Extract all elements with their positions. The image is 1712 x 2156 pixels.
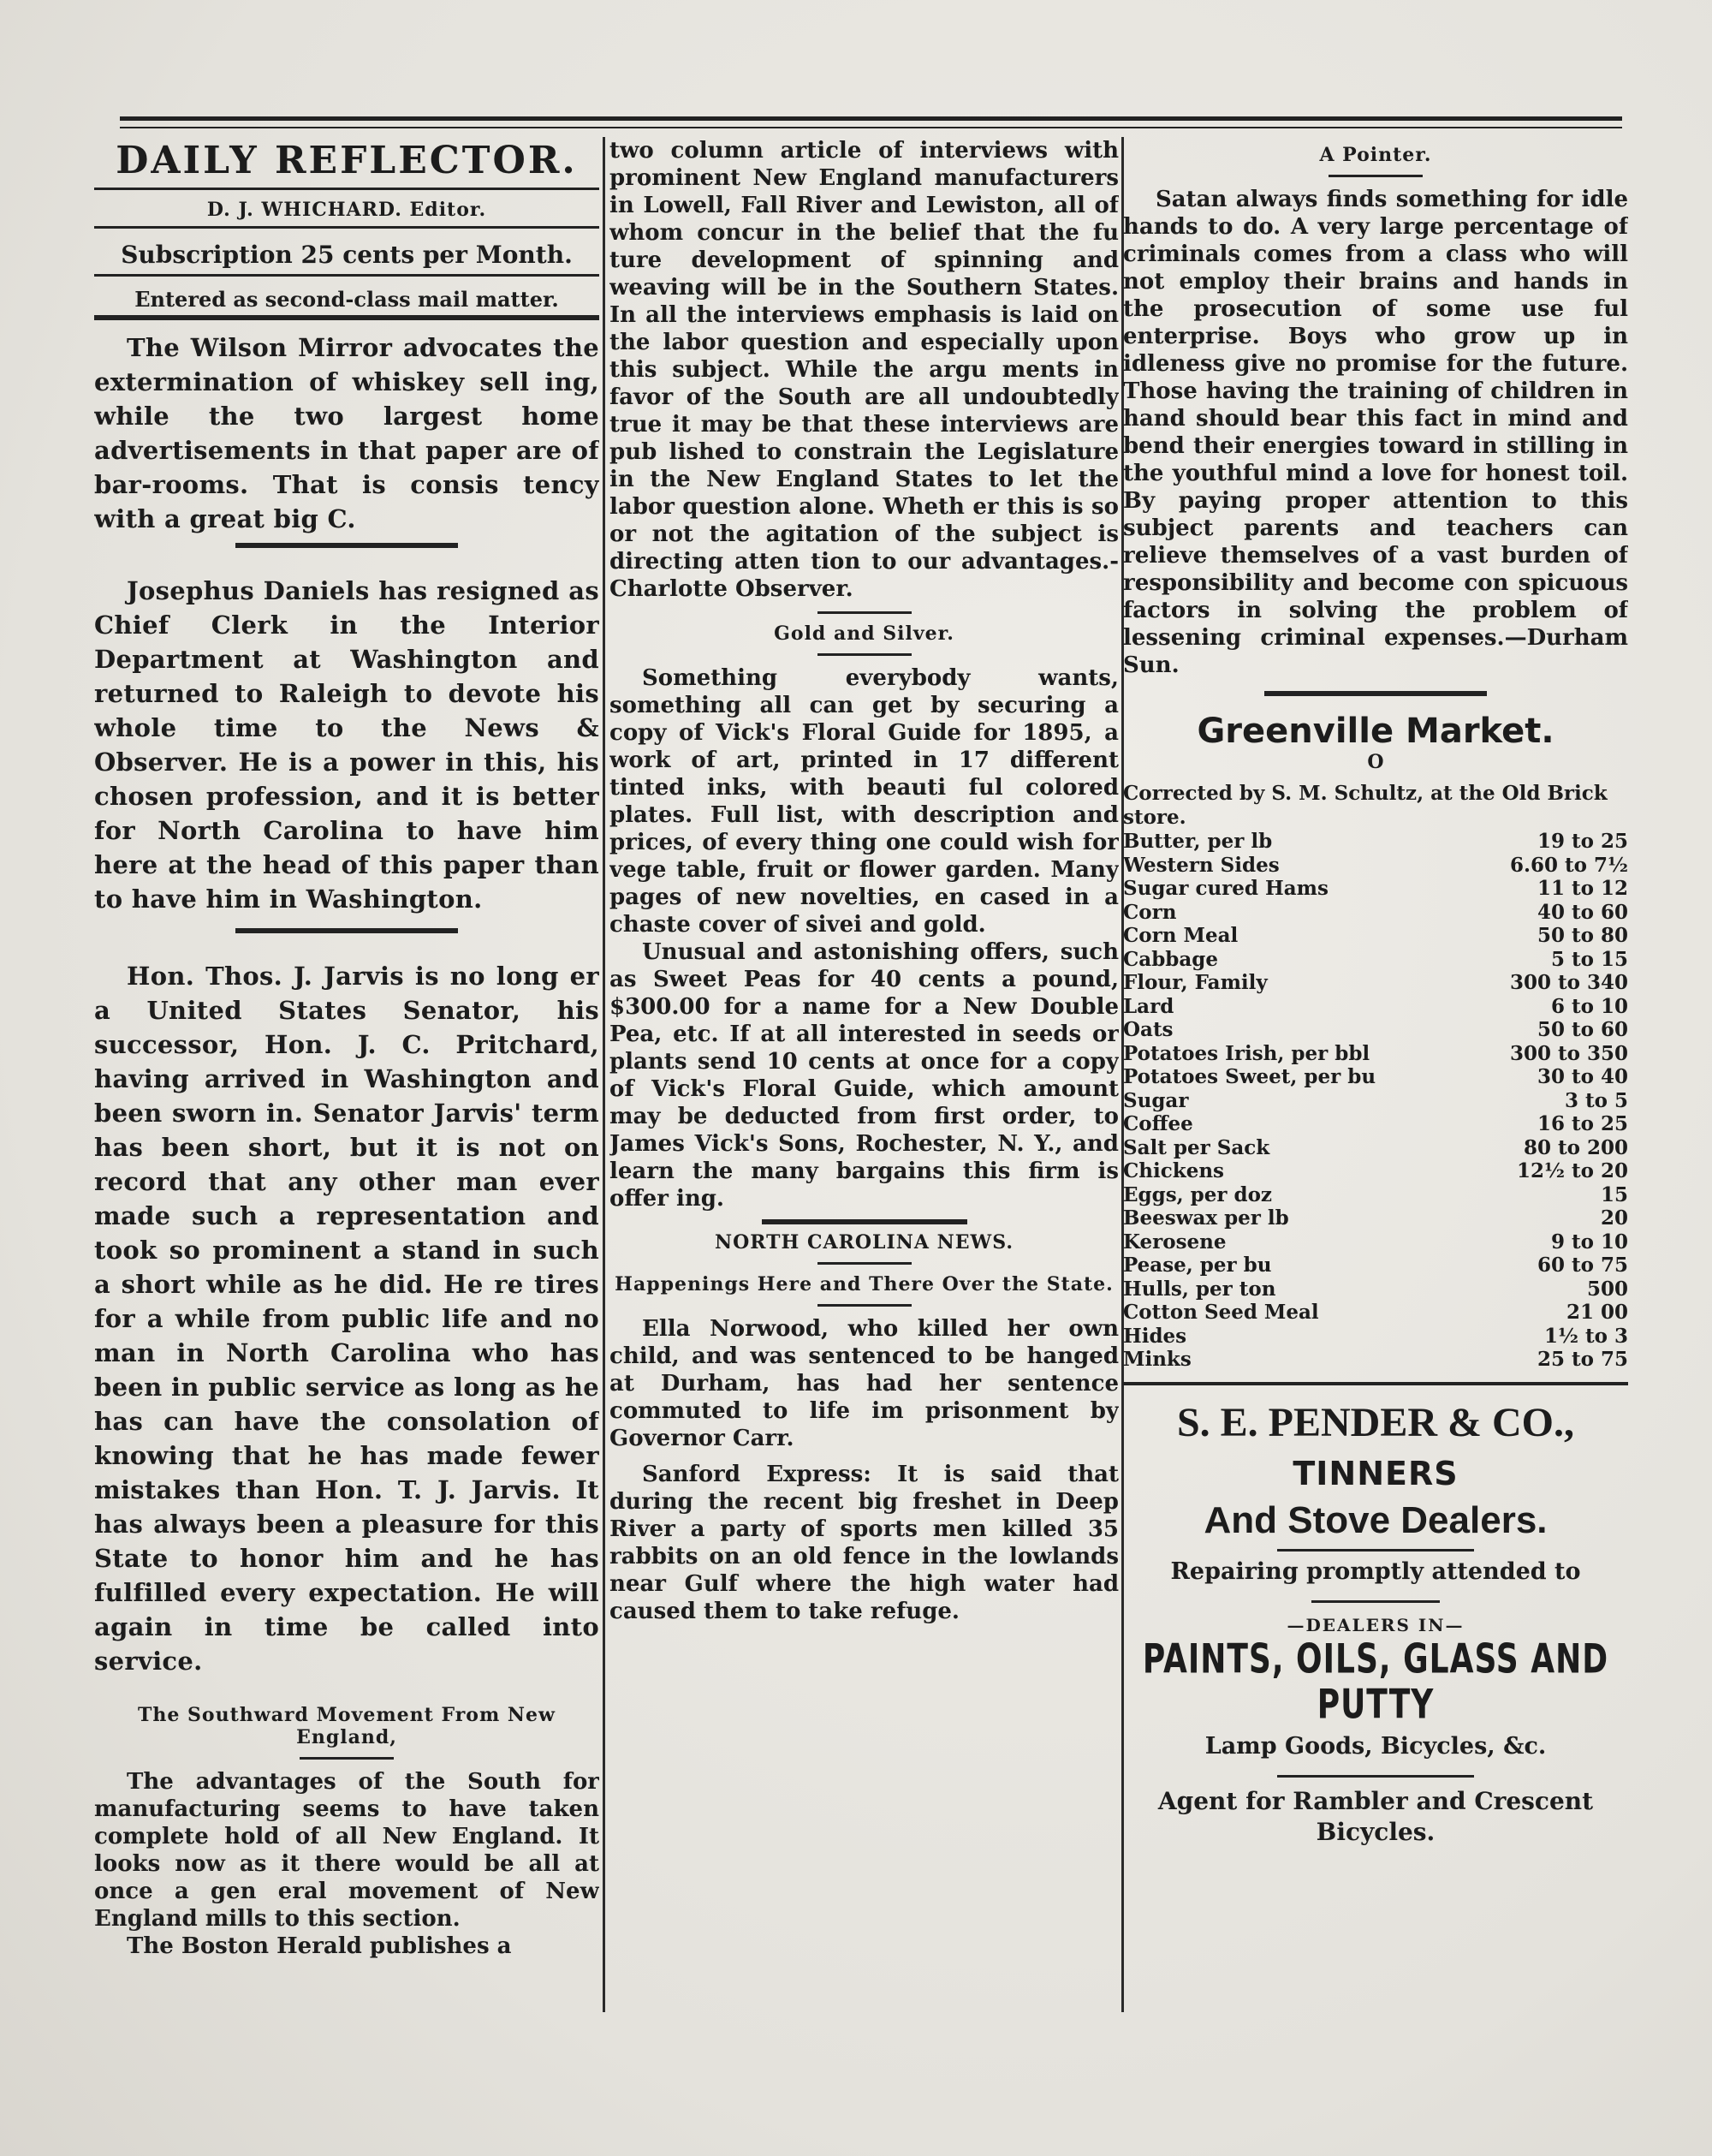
market-price: 19 to 25 xyxy=(1537,830,1628,853)
market-price: 500 xyxy=(1586,1277,1628,1301)
market-item: Kerosene xyxy=(1123,1230,1227,1254)
market-item: Flour, Family xyxy=(1123,971,1268,994)
market-row xyxy=(1123,1112,1628,1136)
ad-pender-name: S. E. PENDER & CO., xyxy=(1176,1399,1575,1445)
ad-paints: PAINTS, OILS, GLASS AND PUTTY xyxy=(1142,1636,1609,1728)
separator-short xyxy=(817,1304,912,1307)
market-row xyxy=(1123,1159,1628,1183)
masthead-rule xyxy=(94,188,599,190)
market-note: Corrected by S. M. Schultz, at the Old Brick store. xyxy=(1123,782,1608,829)
market-price: 50 to 80 xyxy=(1537,924,1628,947)
market-price: 3 to 5 xyxy=(1565,1088,1628,1112)
subscription-rule xyxy=(94,274,599,277)
market-price: 80 to 200 xyxy=(1524,1135,1628,1159)
market-divider-mark: O xyxy=(1367,751,1384,773)
top-rule xyxy=(120,116,1622,121)
separator xyxy=(1311,1600,1440,1603)
masthead-subscription: Subscription 25 cents per Month. xyxy=(121,241,573,269)
column-rule-left xyxy=(603,137,605,2012)
market-item: Hulls, per ton xyxy=(1123,1277,1276,1301)
article-josephus-daniels: Josephus Daniels has resigned as Chief Clerk in the Interior Department at Washington and returned to Raleigh to devote his whole time to the News & Observer. He is a power in this, his chosen profession, and it is better for North Carolina to have him here at the head of this paper than to have him in Washington. xyxy=(94,576,599,914)
market-price: 1½ to 3 xyxy=(1544,1324,1628,1348)
market-item: Sugar cured Hams xyxy=(1123,877,1329,900)
column-2 xyxy=(609,137,1119,1625)
ad-repairing: Repairing promptly attended to xyxy=(1170,1557,1581,1585)
market-row xyxy=(1123,1183,1628,1207)
separator-short xyxy=(1329,175,1423,177)
masthead-title: DAILY REFLECTOR. xyxy=(116,139,578,182)
market-item: Lard xyxy=(1123,994,1174,1018)
ad-agent: Agent for Rambler and Crescent Bicycles. xyxy=(1157,1786,1594,1846)
market-item: Corn xyxy=(1123,900,1177,924)
masthead-thick-rule xyxy=(94,315,599,320)
market-price: 300 to 340 xyxy=(1510,971,1628,994)
ad-lamp-goods: Lamp Goods, Bicycles, &c. xyxy=(1204,1732,1547,1760)
market-row xyxy=(1123,1278,1628,1301)
separator xyxy=(1123,1382,1628,1385)
market-row xyxy=(1123,1089,1628,1113)
market-price: 9 to 10 xyxy=(1551,1230,1628,1254)
market-row xyxy=(1123,948,1628,972)
separator-short xyxy=(300,1757,394,1760)
market-price: 60 to 75 xyxy=(1537,1254,1628,1277)
article-southward-movement: The advantages of the South for manufacturing seems to have taken complete hold of all New England. It looks now as it there would be all at once a gen eral movement of New England mills to this section. xyxy=(94,1769,599,1932)
market-title: Greenville Market. xyxy=(1197,712,1554,751)
market-item: Pease, per bu xyxy=(1123,1254,1272,1277)
market-row xyxy=(1123,924,1628,948)
column-3 xyxy=(1123,137,1628,1848)
separator xyxy=(235,543,458,548)
separator xyxy=(1264,691,1487,696)
market-item: Cabbage xyxy=(1123,947,1218,971)
market-table xyxy=(1123,830,1628,1372)
market-row xyxy=(1123,971,1628,995)
market-row xyxy=(1123,901,1628,925)
article-interviews-cont: two column article of interviews with prominent New England manufacturers in Lowell, Fall River and Lewiston, all of whom concur in the belief that the fu ture development of spinning and weaving will be in the Southern States. In all the interviews emphasis is laid on the labor question and especially upon this subject. While the argu ments in favor of the South are all undoubtedly true it may be that these interviews are pub lished to constrain the Legislature in the New England States to let the labor question alone. Wheth er this is so or not the agitation of the subject is directing atten tion to our advantages.-Charlotte Observer. xyxy=(609,138,1119,602)
market-row xyxy=(1123,877,1628,901)
headline-nc-news: NORTH CAROLINA NEWS. xyxy=(715,1231,1014,1254)
top-rule-thin xyxy=(120,127,1622,128)
market-row xyxy=(1123,1018,1628,1042)
market-item: Chickens xyxy=(1123,1159,1225,1182)
market-row xyxy=(1123,995,1628,1019)
separator-short xyxy=(817,611,912,614)
market-row xyxy=(1123,1065,1628,1089)
market-row xyxy=(1123,1136,1628,1160)
market-row xyxy=(1123,854,1628,878)
article-vicks-offers: Unusual and astonishing offers, such as Sweet Peas for 40 cents a pound, $300.00 for a name for a New Double Pea, etc. If at all interested in seeds or plants send 10 cents at once for a copy of Vick's Floral Guide, which amount may be deducted from first order, to James Vick's Sons, Rochester, N. Y., and learn the many bargains this firm is offer ing. xyxy=(609,939,1119,1212)
market-item: Hides xyxy=(1123,1324,1187,1348)
market-row xyxy=(1123,1301,1628,1325)
market-price: 15 xyxy=(1600,1182,1628,1206)
market-row xyxy=(1123,1230,1628,1254)
masthead-entered: Entered as second-class mail matter. xyxy=(134,287,559,312)
market-price: 12½ to 20 xyxy=(1517,1159,1628,1182)
headline-gold-silver: Gold and Silver. xyxy=(774,622,954,645)
market-price: 21 00 xyxy=(1566,1301,1628,1324)
market-item: Minks xyxy=(1123,1348,1192,1371)
market-item: Corn Meal xyxy=(1123,924,1239,947)
market-price: 5 to 15 xyxy=(1551,947,1628,971)
market-item: Salt per Sack xyxy=(1123,1135,1270,1159)
market-item: Potatoes Irish, per bbl xyxy=(1123,1041,1370,1065)
market-price: 30 to 40 xyxy=(1537,1065,1628,1088)
market-item: Potatoes Sweet, per bu xyxy=(1123,1065,1376,1088)
separator xyxy=(762,1219,967,1224)
column-1 xyxy=(94,137,599,1960)
market-item: Coffee xyxy=(1123,1112,1193,1135)
masthead-editor: D. J. WHICHARD. Editor. xyxy=(206,199,487,221)
market-item: Western Sides xyxy=(1123,853,1280,877)
market-item: Beeswax per lb xyxy=(1123,1206,1289,1230)
market-row xyxy=(1123,830,1628,854)
market-item: Cotton Seed Meal xyxy=(1123,1301,1319,1324)
market-row xyxy=(1123,1042,1628,1066)
editor-rule xyxy=(94,226,599,229)
market-price: 40 to 60 xyxy=(1537,900,1628,924)
market-row xyxy=(1123,1325,1628,1349)
headline-a-pointer: A Pointer. xyxy=(1319,144,1432,166)
market-price: 50 to 60 xyxy=(1537,1018,1628,1041)
separator xyxy=(1277,1775,1474,1778)
article-a-pointer: Satan always finds something for idle hands to do. A very large percentage of criminals comes from a class who will not employ their brains and hands in the prosecution of some use ful enterprise. Boys who grow up in idleness give no promise for the future. Those having the training of children in hand should bear this fact in mind and bend their energies toward in stilling in the youthful mind a love for honest toil. By paying proper attention to this subject parents and teachers can relieve themselves of a vast burden of responsibility and become con spicuous factors in solving the problem of lessening criminal expenses.—Durham Sun. xyxy=(1123,187,1628,678)
article-jarvis: Hon. Thos. J. Jarvis is no long er a United States Senator, his successor, Hon. J. C. Pritchard, having arrived in Washington and been sworn in. Senator Jarvis' term has been short, but it is not on record that any other man ever made such a representation and took so prominent a stand in such a short while as he did. He re tires for a while from public life and no man in North Carolina who has been in public service as long as he has can have the consolation of knowing that he has made fewer mistakes than Hon. T. J. Jarvis. It has always been a pleasure for this State to honor him and he has fulfilled every expectation. He will again in time be called into service. xyxy=(94,962,599,1676)
market-price: 6 to 10 xyxy=(1551,994,1628,1018)
article-ella-norwood: Ella Norwood, who killed her own child, and was sentenced to be hanged at Durham, has had her sentence commuted to life im prisonment by Governor Carr. xyxy=(609,1316,1119,1451)
market-item: Butter, per lb xyxy=(1123,830,1273,853)
article-boston-herald: The Boston Herald publishes a xyxy=(127,1933,512,1959)
market-item: Eggs, per doz xyxy=(1123,1182,1272,1206)
market-price: 16 to 25 xyxy=(1537,1112,1628,1135)
market-item: Sugar xyxy=(1123,1088,1189,1112)
ad-stove-dealers: And Stove Dealers. xyxy=(1204,1498,1548,1541)
headline-southward-movement: The Southward Movement From New England, xyxy=(138,1704,556,1748)
article-wilson-mirror: The Wilson Mirror advocates the extermination of whiskey sell ing, while the two largest home advertisements in that paper are of bar-rooms. That is consis tency with a great big C. xyxy=(94,333,599,533)
market-price: 25 to 75 xyxy=(1537,1348,1628,1371)
market-item: Oats xyxy=(1123,1018,1174,1041)
market-row xyxy=(1123,1206,1628,1230)
market-price: 300 to 350 xyxy=(1510,1041,1628,1065)
separator-short xyxy=(817,1262,912,1265)
market-row xyxy=(1123,1348,1628,1372)
article-vicks-guide: Something everybody wants, something all can get by securing a copy of Vick's Floral Guide for 1895, a work of art, printed in 17 different tinted inks, with beauti ful colored plates. Full list, with description and prices, of every thing one could wish for vege table, fruit or flower garden. Many pages of new novelties, en cased in a chaste cover of sivei and gold. xyxy=(609,665,1119,938)
market-row xyxy=(1123,1254,1628,1278)
subheadline-happenings: Happenings Here and There Over the State. xyxy=(615,1273,1114,1295)
ad-tinners: TINNERS xyxy=(1293,1454,1459,1492)
market-price: 6.60 to 7½ xyxy=(1510,853,1628,877)
separator xyxy=(235,928,458,933)
ad-dealers-in: —DEALERS IN— xyxy=(1287,1614,1465,1635)
market-price: 20 xyxy=(1600,1206,1628,1230)
separator xyxy=(1277,1549,1474,1551)
market-price: 11 to 12 xyxy=(1537,877,1628,900)
separator-short xyxy=(817,653,912,656)
article-sanford-express: Sanford Express: It is said that during the recent big freshet in Deep River a party of sports men killed 35 rabbits on an old fence in the lowlands near Gulf where the high water had caused them to take refuge. xyxy=(609,1462,1119,1624)
